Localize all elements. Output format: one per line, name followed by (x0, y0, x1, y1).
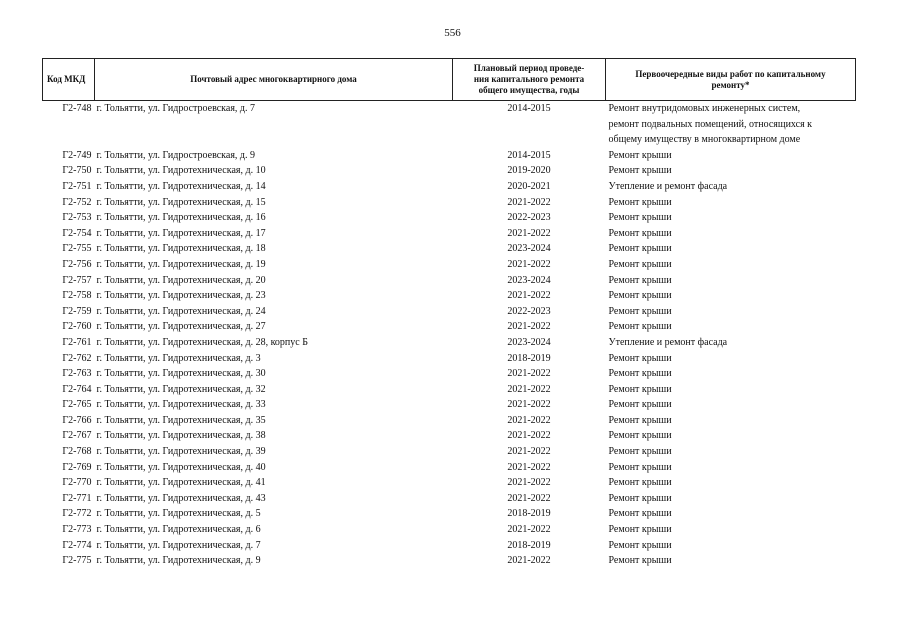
row-address: г. Тольятти, ул. Гидротехническая, д. 24 (96, 305, 266, 317)
table-row (43, 288, 856, 304)
table-row (43, 148, 856, 164)
row-period: 2021-2022 (507, 477, 551, 489)
row-address: г. Тольятти, ул. Гидротехническая, д. 18 (96, 243, 266, 255)
header-address: Почтовый адрес многоквартирного дома (95, 59, 453, 101)
row-works-line: Ремонт крыши (608, 165, 672, 177)
header-period-line: ния капитального ремонта (473, 74, 585, 84)
row-period: 2021-2022 (507, 383, 551, 395)
row-code: Г2-755 (62, 243, 92, 255)
row-address: г. Тольятти, ул. Гидротехническая, д. 32 (96, 383, 266, 395)
row-address: г. Тольятти, ул. Гидротехническая, д. 23 (96, 290, 266, 302)
row-period: 2021-2022 (507, 368, 551, 380)
table-row (43, 538, 856, 554)
row-period: 2021-2022 (507, 446, 551, 458)
header-code: Код МКД (43, 59, 95, 101)
row-code: Г2-759 (62, 305, 92, 317)
row-code: Г2-766 (62, 414, 92, 426)
table-row (43, 319, 856, 335)
row-address: г. Тольятти, ул. Гидротехническая, д. 14 (96, 180, 266, 192)
row-period: 2021-2022 (507, 321, 551, 333)
row-code: Г2-757 (62, 274, 92, 286)
row-address: г. Тольятти, ул. Гидротехническая, д. 27 (96, 321, 266, 333)
row-code: Г2-763 (62, 368, 92, 380)
table-row (43, 163, 856, 179)
row-address: г. Тольятти, ул. Гидротехническая, д. 41 (96, 477, 266, 489)
row-works (606, 335, 856, 351)
row-period: 2021-2022 (507, 196, 551, 208)
row-address: г. Тольятти, ул. Гидростроевская, д. 7 (96, 103, 256, 114)
row-works-line: Ремонт крыши (608, 446, 672, 458)
row-works-line: Ремонт крыши (608, 383, 672, 395)
row-works-line: Ремонт крыши (608, 477, 672, 489)
row-address: г. Тольятти, ул. Гидротехническая, д. 16 (96, 212, 266, 224)
row-period: 2021-2022 (507, 258, 551, 270)
table-header (43, 59, 856, 101)
row-address: г. Тольятти, ул. Гидротехническая, д. 6 (96, 524, 261, 536)
row-code: Г2-756 (62, 258, 92, 270)
row-works-line: Утепление и ремонт фасада (608, 336, 728, 348)
row-code: Г2-749 (62, 149, 92, 161)
row-address: г. Тольятти, ул. Гидротехническая, д. 17 (96, 227, 266, 239)
row-works-line: Ремонт крыши (608, 258, 672, 270)
row-works (606, 413, 856, 429)
row-works-line: Ремонт крыши (608, 399, 672, 411)
table-row (43, 366, 856, 382)
row-works (606, 553, 856, 569)
table-row (43, 257, 856, 273)
row-period: 2014-2015 (507, 149, 551, 161)
row-works-line: Утепление и ремонт фасада (608, 180, 728, 192)
table-row (43, 475, 856, 491)
row-code: Г2-754 (62, 227, 92, 239)
row-works (606, 397, 856, 413)
row-address: г. Тольятти, ул. Гидротехническая, д. 40 (96, 461, 266, 473)
row-period: 2021-2022 (507, 414, 551, 426)
row-code: Г2-752 (62, 196, 92, 208)
row-works (606, 304, 856, 320)
table-row (43, 553, 856, 569)
row-works-line: Ремонт крыши (608, 508, 672, 520)
row-works-line: общему имуществу в многоквартирном доме (608, 134, 801, 146)
row-works (606, 351, 856, 367)
row-works-line: ремонт подвальных помещений, относящихся к (608, 118, 813, 130)
row-period: 2021-2022 (507, 524, 551, 536)
row-works (606, 226, 856, 242)
table-row (43, 210, 856, 226)
row-code: Г2-773 (62, 524, 92, 536)
row-period: 2021-2022 (507, 430, 551, 442)
row-period: 2021-2022 (507, 399, 551, 411)
row-works-line: Ремонт крыши (608, 430, 672, 442)
table-row (43, 506, 856, 522)
table-row (43, 491, 856, 507)
row-works-line: Ремонт крыши (608, 524, 672, 536)
header-works (606, 59, 856, 101)
row-address: г. Тольятти, ул. Гидротехническая, д. 9 (96, 555, 261, 567)
table-row (43, 428, 856, 444)
row-works (606, 163, 856, 179)
row-works-line: Ремонт крыши (608, 149, 672, 161)
capital-repair-table (42, 58, 856, 569)
table-row (43, 273, 856, 289)
row-code: Г2-767 (62, 430, 92, 442)
row-period: 2023-2024 (507, 336, 551, 348)
row-works (606, 257, 856, 273)
row-address: г. Тольятти, ул. Гидростроевская, д. 9 (96, 149, 256, 161)
row-works (606, 366, 856, 382)
row-works-line: Ремонт крыши (608, 227, 672, 239)
table-row (43, 304, 856, 320)
header-period-line: Плановый период проведе- (473, 63, 585, 73)
row-code: Г2-768 (62, 446, 92, 458)
row-code: Г2-758 (62, 290, 92, 302)
row-address: г. Тольятти, ул. Гидротехническая, д. 5 (96, 508, 261, 520)
row-works-line: Ремонт крыши (608, 274, 672, 286)
row-works (606, 382, 856, 398)
table-row (43, 444, 856, 460)
row-works-line: Ремонт крыши (608, 555, 672, 567)
row-code: Г2-764 (62, 383, 92, 395)
page-number: 556 (444, 27, 461, 39)
row-works (606, 506, 856, 522)
table-row (43, 382, 856, 398)
row-code: Г2-762 (62, 352, 92, 364)
row-address: г. Тольятти, ул. Гидротехническая, д. 19 (96, 258, 266, 270)
row-works (606, 288, 856, 304)
row-works (606, 241, 856, 257)
row-period: 2019-2020 (507, 165, 551, 177)
row-works-line: Ремонт внутридомовых инженерных систем, (608, 103, 801, 114)
row-period: 2021-2022 (507, 227, 551, 239)
table-row (43, 460, 856, 476)
row-address: г. Тольятти, ул. Гидротехническая, д. 33 (96, 399, 266, 411)
table-row (43, 522, 856, 538)
row-period: 2021-2022 (507, 492, 551, 504)
row-period: 2021-2022 (507, 555, 551, 567)
row-works-line: Ремонт крыши (608, 352, 672, 364)
row-period: 2018-2019 (507, 508, 551, 520)
table-row (43, 413, 856, 429)
table-row (43, 226, 856, 242)
row-works (606, 195, 856, 211)
row-code: Г2-770 (62, 477, 92, 489)
row-works (606, 148, 856, 164)
row-period: 2018-2019 (507, 539, 551, 551)
row-works (606, 319, 856, 335)
row-period: 2023-2024 (507, 274, 551, 286)
row-works (606, 179, 856, 195)
row-address: г. Тольятти, ул. Гидротехническая, д. 3 (96, 352, 261, 364)
table-row (43, 195, 856, 211)
row-works (606, 210, 856, 226)
row-address: г. Тольятти, ул. Гидротехническая, д. 20 (96, 274, 266, 286)
table-row (43, 179, 856, 195)
row-period: 2022-2023 (507, 212, 551, 224)
row-address: г. Тольятти, ул. Гидротехническая, д. 30 (96, 368, 266, 380)
row-address: г. Тольятти, ул. Гидротехническая, д. 43 (96, 492, 266, 504)
row-period: 2021-2022 (507, 290, 551, 302)
row-works-line: Ремонт крыши (608, 539, 672, 551)
row-address: г. Тольятти, ул. Гидротехническая, д. 35 (96, 414, 266, 426)
row-works-line: Ремонт крыши (608, 212, 672, 224)
header-period-line: общего имущества, годы (478, 85, 580, 95)
row-code: Г2-748 (62, 103, 92, 114)
row-works (606, 444, 856, 460)
row-code: Г2-771 (62, 492, 92, 504)
row-works-line: Ремонт крыши (608, 492, 672, 504)
row-address: г. Тольятти, ул. Гидротехническая, д. 28, корпус Б (96, 336, 308, 348)
row-works-line: Ремонт крыши (608, 305, 672, 317)
row-code: Г2-761 (62, 336, 92, 348)
row-works (606, 491, 856, 507)
row-works-line: Ремонт крыши (608, 414, 672, 426)
row-works-line: Ремонт крыши (608, 321, 672, 333)
row-works (606, 475, 856, 491)
row-period: 2018-2019 (507, 352, 551, 364)
row-period: 2014-2015 (507, 103, 551, 114)
row-code: Г2-774 (62, 539, 92, 551)
row-works (606, 428, 856, 444)
table-row (43, 335, 856, 351)
header-period (453, 59, 606, 101)
row-code: Г2-753 (62, 212, 92, 224)
row-address: г. Тольятти, ул. Гидротехническая, д. 7 (96, 539, 261, 551)
row-period: 2023-2024 (507, 243, 551, 255)
table-row (43, 241, 856, 257)
header-works-line: ремонту* (711, 79, 750, 90)
row-code: Г2-750 (62, 165, 92, 177)
row-code: Г2-772 (62, 508, 92, 520)
row-works (606, 460, 856, 476)
row-period: 2021-2022 (507, 461, 551, 473)
table-row (43, 101, 856, 148)
row-works-line: Ремонт крыши (608, 461, 672, 473)
row-period: 2020-2021 (507, 180, 551, 192)
row-code: Г2-765 (62, 399, 92, 411)
header-works-line: Первоочередные виды работ по капитальному (635, 68, 826, 79)
table-row (43, 397, 856, 413)
row-code: Г2-769 (62, 461, 92, 473)
row-code: Г2-760 (62, 321, 92, 333)
row-address: г. Тольятти, ул. Гидротехническая, д. 39 (96, 446, 266, 458)
row-address: г. Тольятти, ул. Гидротехническая, д. 15 (96, 196, 266, 208)
row-address: г. Тольятти, ул. Гидротехническая, д. 10 (96, 165, 266, 177)
table-body (43, 101, 856, 569)
row-address: г. Тольятти, ул. Гидротехническая, д. 38 (96, 430, 266, 442)
row-period: 2022-2023 (507, 305, 551, 317)
row-works (606, 522, 856, 538)
row-code: Г2-751 (62, 180, 92, 192)
table-row (43, 351, 856, 367)
row-works-line: Ремонт крыши (608, 368, 672, 380)
row-code: Г2-775 (62, 555, 92, 567)
row-works-line: Ремонт крыши (608, 196, 672, 208)
row-works (606, 273, 856, 289)
row-works-line: Ремонт крыши (608, 290, 672, 302)
row-works-line: Ремонт крыши (608, 243, 672, 255)
row-works (606, 101, 856, 148)
row-works (606, 538, 856, 554)
